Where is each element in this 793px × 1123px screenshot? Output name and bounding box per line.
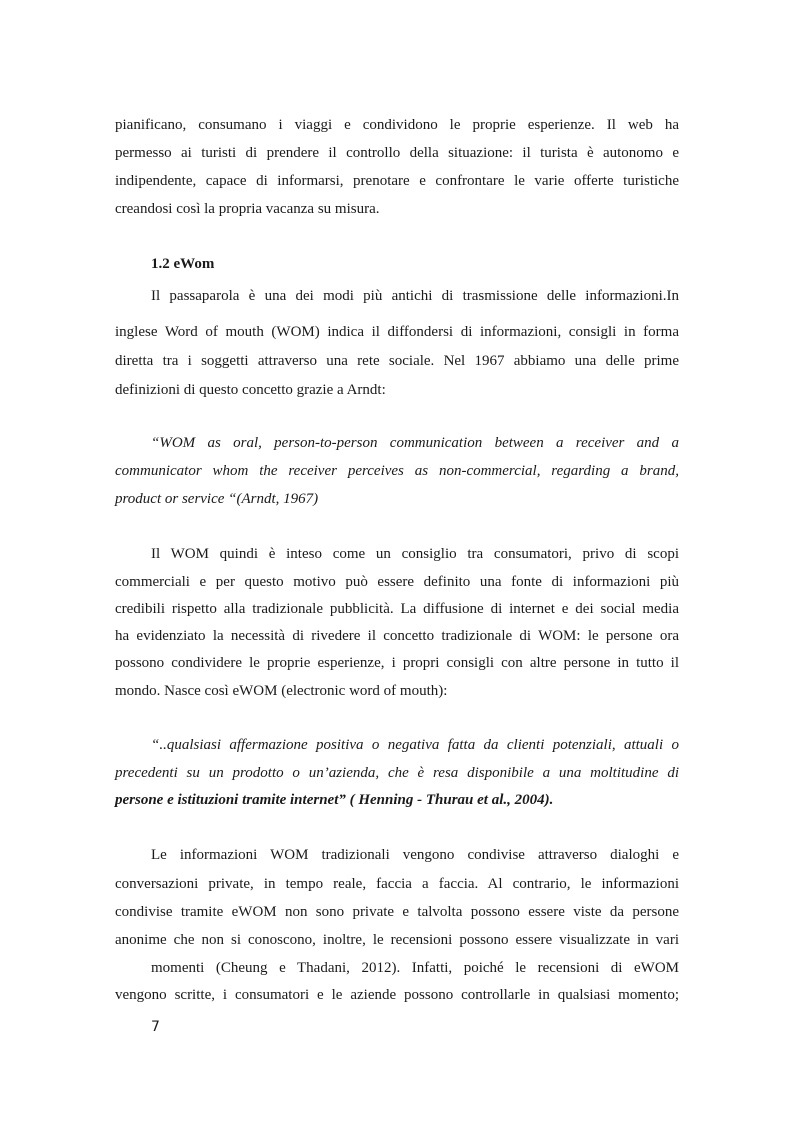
body-line: indipendente, capace di informarsi, prenotare e confrontare le varie offerte turistiche bbox=[115, 173, 679, 189]
body-line: inglese Word of mouth (WOM) indica il diffondersi di informazioni, consigli in forma bbox=[115, 324, 679, 340]
body-line: momenti (Cheung e Thadani, 2012). Infatti, poiché le recensioni di eWOM bbox=[151, 960, 679, 976]
body-line: ha evidenziato la necessità di rivedere il concetto tradizionale di WOM: le persone ora bbox=[115, 628, 679, 644]
body-line: Il passaparola è una dei modi più antichi di trasmissione delle informazioni.In bbox=[151, 288, 679, 304]
body-line: permesso ai turisti di prendere il controllo della situazione: il turista è autonomo e bbox=[115, 145, 679, 161]
page-number: 7 bbox=[151, 1019, 160, 1035]
body-line: Le informazioni WOM tradizionali vengono condivise attraverso dialoghi e bbox=[151, 847, 679, 863]
body-line: credibili rispetto alla tradizionale pubblicità. La diffusione di internet e dei social media bbox=[115, 601, 679, 617]
body-line: pianificano, consumano i viaggi e condividono le proprie esperienze. Il web ha bbox=[115, 117, 679, 133]
quote-line: “WOM as oral, person-to-person communication between a receiver and a bbox=[151, 435, 679, 451]
body-line: conversazioni private, in tempo reale, faccia a faccia. Al contrario, le informazioni bbox=[115, 876, 679, 892]
body-line: possono condividere le proprie esperienze, i propri consigli con altre persone in tutto il bbox=[115, 655, 679, 671]
body-line: creandosi così la propria vacanza su misura. bbox=[115, 201, 380, 217]
body-line: definizioni di questo concetto grazie a Arndt: bbox=[115, 382, 386, 398]
quote-line: precedenti su un prodotto o un’azienda, che è resa disponibile a una moltitudine di bbox=[115, 765, 679, 781]
body-line: condivise tramite eWOM non sono private e talvolta possono essere viste da persone bbox=[115, 904, 679, 920]
body-line: anonime che non si conoscono, inoltre, le recensioni possono essere visualizzate in vari bbox=[115, 932, 679, 948]
body-line: commerciali e per questo motivo può essere definito una fonte di informazioni più bbox=[115, 574, 679, 590]
body-line: mondo. Nasce così eWOM (electronic word of mouth): bbox=[115, 683, 448, 699]
quote-line: “..qualsiasi affermazione positiva o negativa fatta da clienti potenziali, attuali o bbox=[151, 737, 679, 753]
section-heading: 1.2 eWom bbox=[151, 256, 215, 272]
quote-line: persone e istituzioni tramite internet” ( Henning - Thurau et al., 2004). bbox=[115, 792, 554, 808]
body-line: Il WOM quindi è inteso come un consiglio tra consumatori, privo di scopi bbox=[151, 546, 679, 562]
body-line: vengono scritte, i consumatori e le aziende possono controllarle in qualsiasi momento; bbox=[115, 987, 679, 1003]
quote-line: communicator whom the receiver perceives as non-commercial, regarding a brand, bbox=[115, 463, 679, 479]
body-line: diretta tra i soggetti attraverso una rete sociale. Nel 1967 abbiamo una delle prime bbox=[115, 353, 679, 369]
quote-line: product or service “(Arndt, 1967) bbox=[115, 491, 319, 507]
